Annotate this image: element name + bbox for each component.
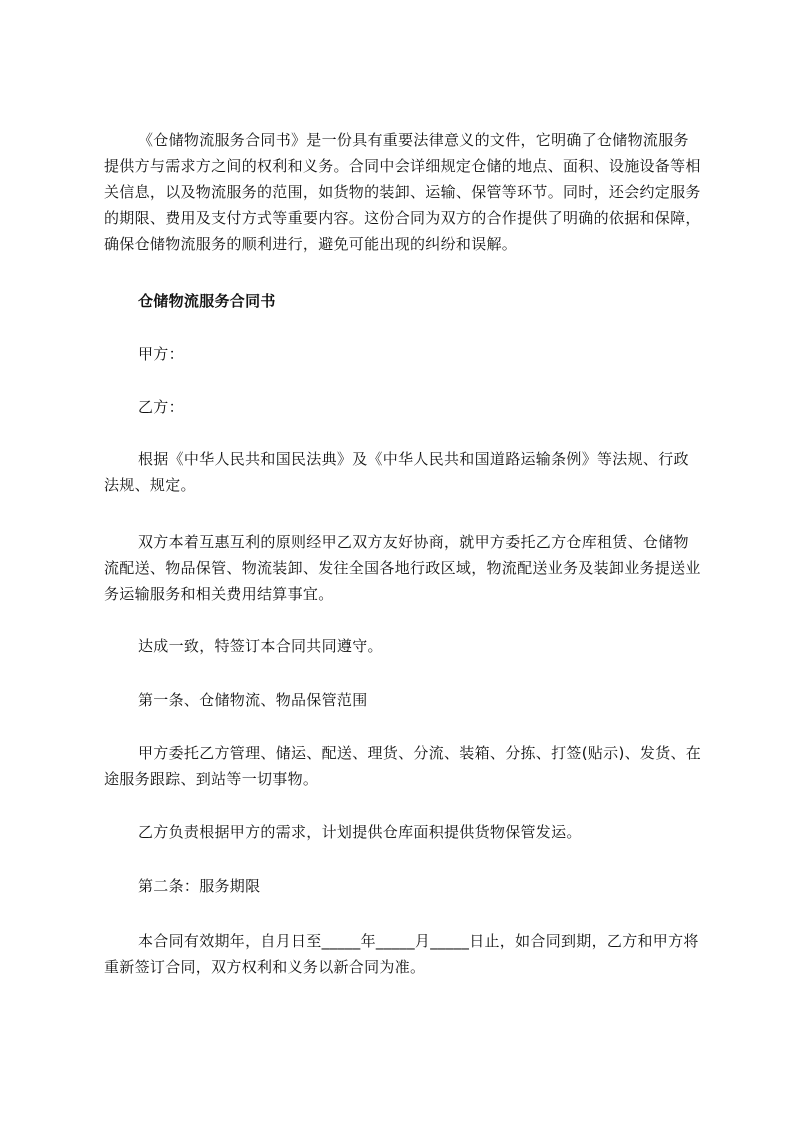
article-1-scope-paragraph: 甲方委托乙方管理、储运、配送、理货、分流、装箱、分拣、打签(贴示)、发货、在途服务跟踪、到站等一切事物。 <box>104 744 702 788</box>
article-2-term-paragraph: 本合同有效期年，自月日至_____年_____月_____日止，如合同到期，乙方和甲方将重新签订合同，双方权利和义务以新合同为准。 <box>104 932 699 976</box>
party-a-line: 甲方： <box>138 345 184 363</box>
agreement-line: 达成一致，特签订本合同共同遵守。 <box>138 637 383 655</box>
contract-title: 仓储物流服务合同书 <box>138 292 276 310</box>
article-1-supply-paragraph: 乙方负责根据甲方的需求，计划提供仓库面积提供货物保管发运。 <box>138 823 582 841</box>
party-b-line: 乙方： <box>138 398 184 416</box>
article-1-title: 第一条、仓储物流、物品保管范围 <box>138 691 368 709</box>
intro-paragraph: 《仓储物流服务合同书》是一份具有重要法律意义的文件，它明确了仓储物流服务提供方与需求方之间的权利和义务。合同中会详细规定仓储的地点、面积、设施设备等相关信息，以及物流服务的范围，如货物的装卸、运输、保管等环节。同时，还会约定服务的期限、费用及支付方式等重要内容。这份合同为双方的合作提供了明确的依据和保障，确保仓储物流服务的顺利进行，避免可能出现的纠纷和误解。 <box>104 131 701 253</box>
legal-basis-paragraph: 根据《中华人民共和国民法典》及《中华人民共和国道路运输条例》等法规、行政法规、规定。 <box>104 450 689 494</box>
article-2-title: 第二条：服务期限 <box>138 877 261 895</box>
consultation-paragraph: 双方本着互惠互利的原则经甲乙双方友好协商，就甲方委托乙方仓库租赁、仓储物流配送、物品保管、物流装卸、发往全国各地行政区域，物流配送业务及装卸业务提送业务运输服务和相关费用结算事宜。 <box>104 533 701 603</box>
